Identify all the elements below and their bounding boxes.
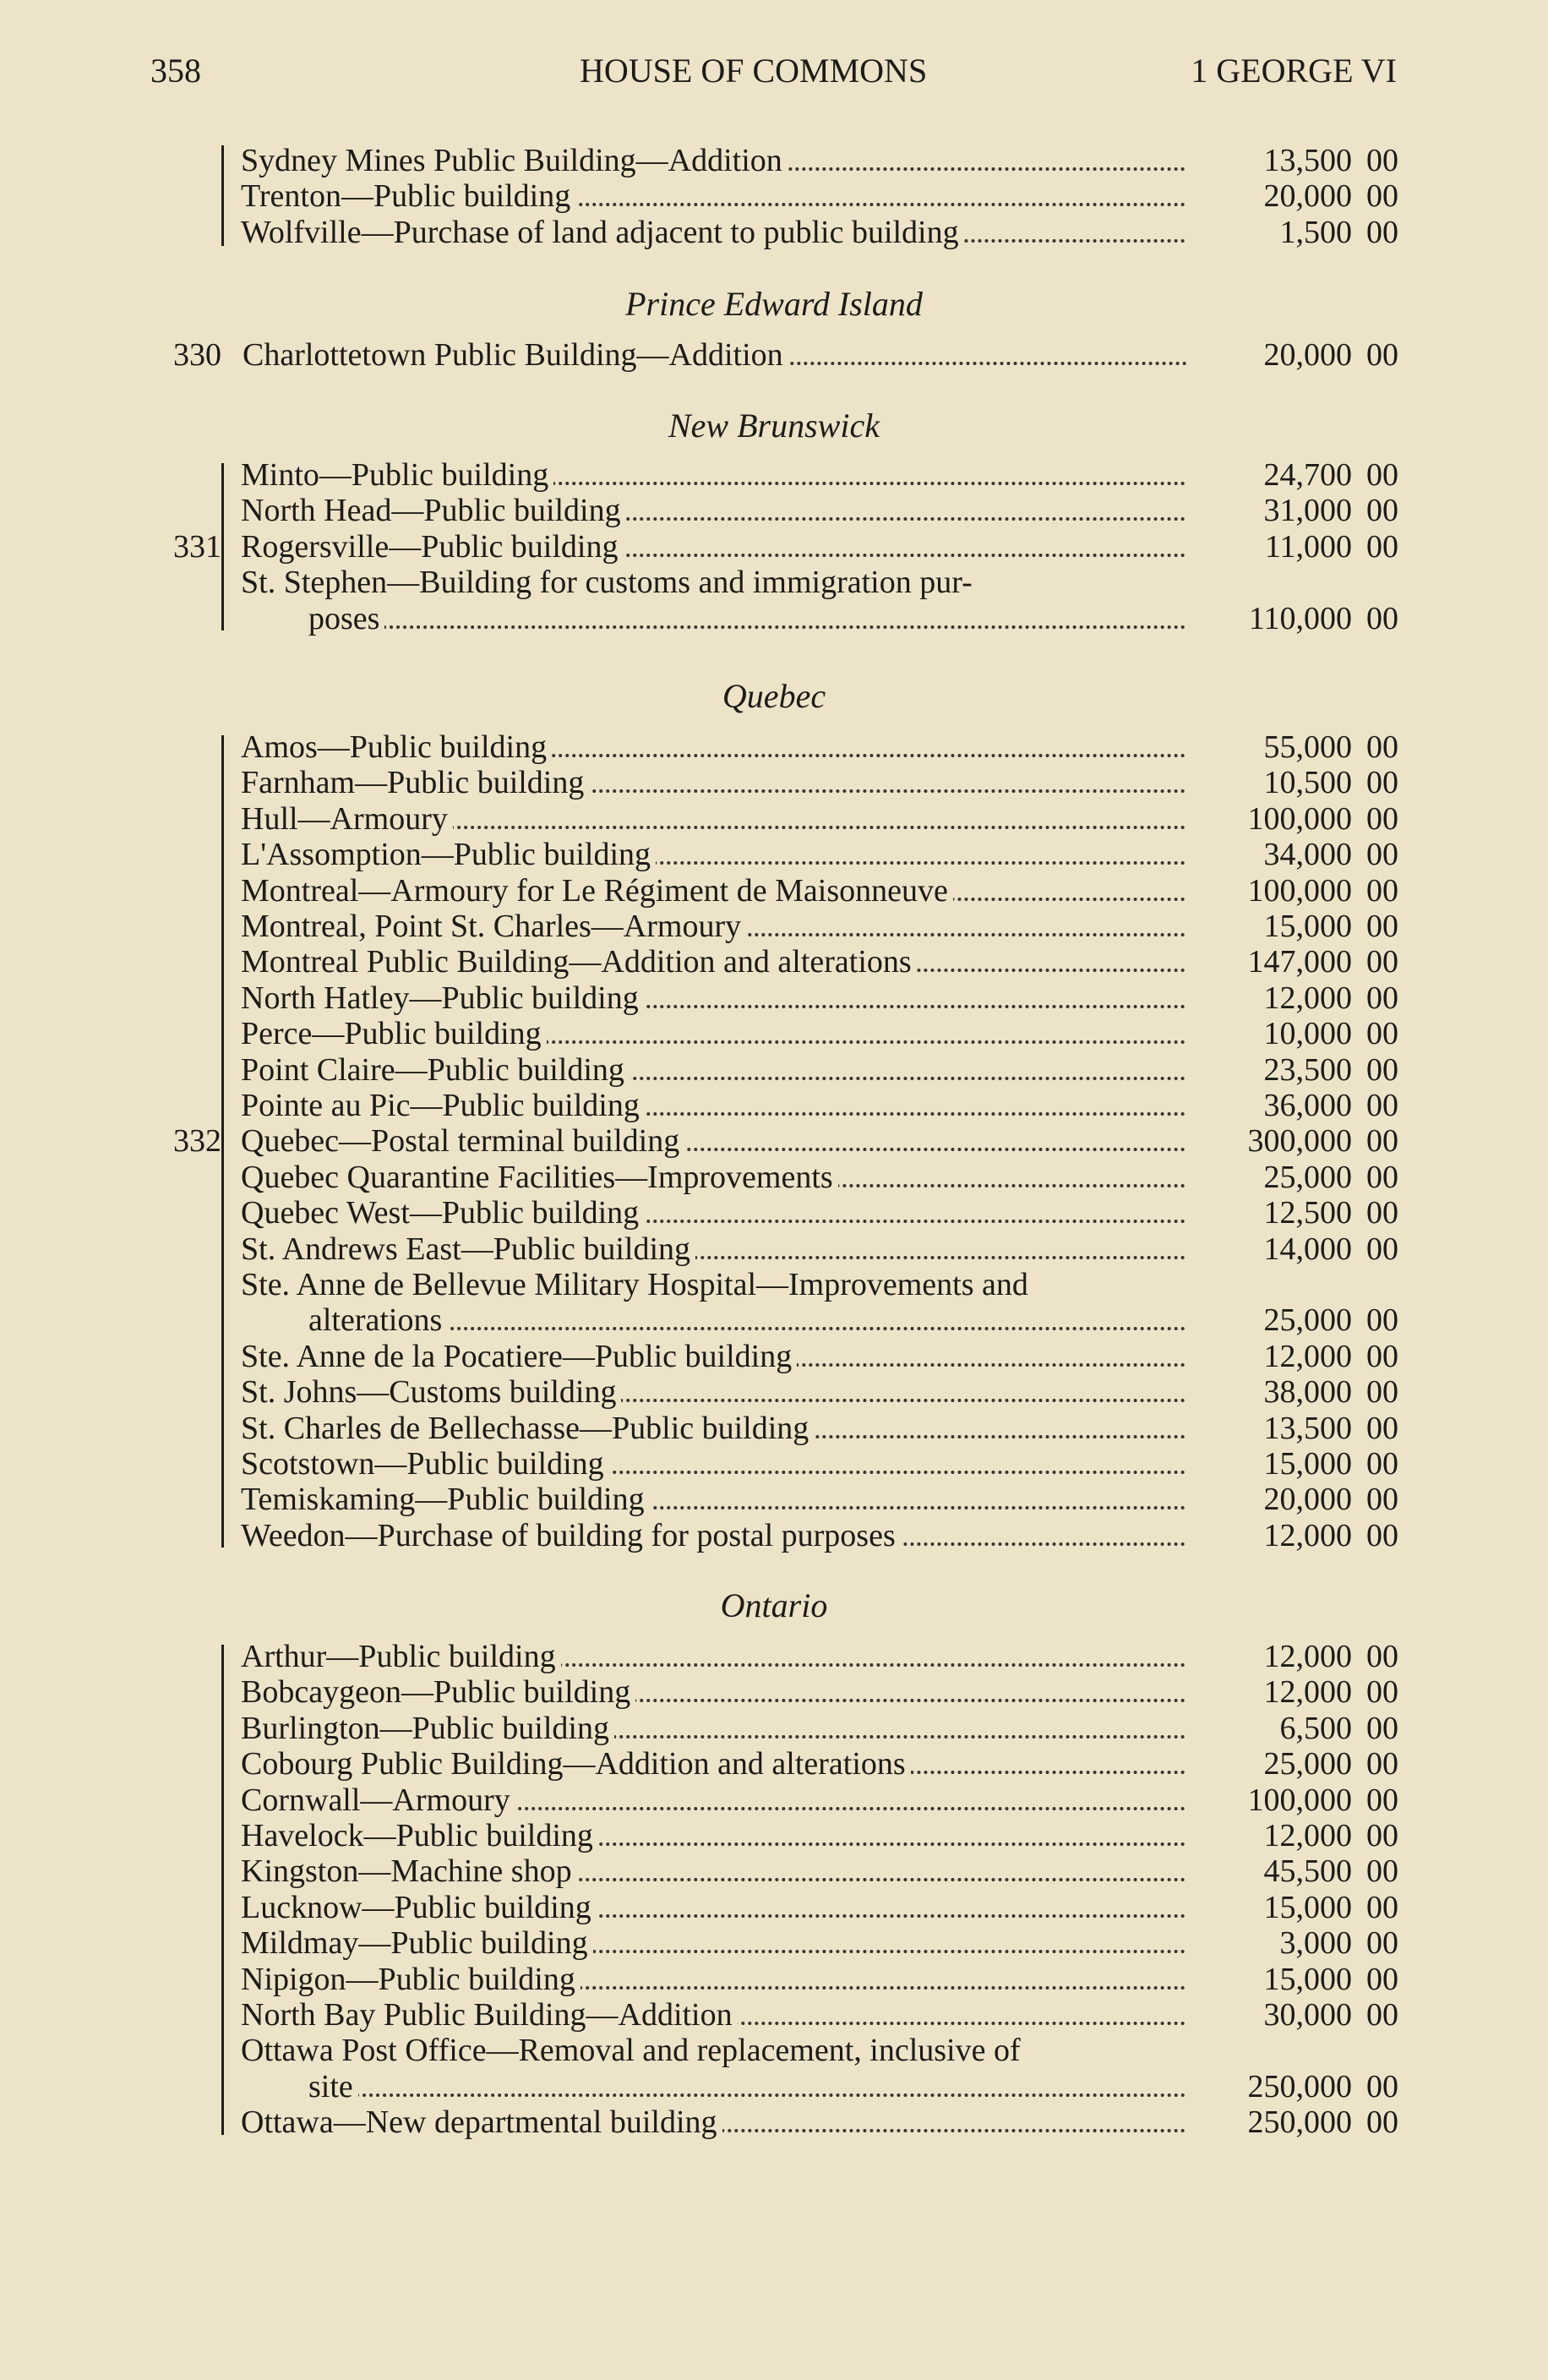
item-text: Havelock—Public building	[241, 1818, 598, 1853]
item-text: Ste. Anne de Bellevue Military Hospital—Improvements and	[241, 1267, 1028, 1302]
item-amount: 12,000	[1263, 1517, 1352, 1553]
item-label	[241, 1710, 1186, 1747]
item-label	[241, 1924, 1186, 1962]
item-amount: 14,000	[1263, 1231, 1352, 1267]
item-label	[241, 1231, 1186, 1268]
table-row	[0, 908, 1548, 943]
item-text: Weedon—Purchase of building for postal purposes	[241, 1518, 901, 1553]
item-cents: 00	[1366, 2104, 1398, 2141]
item-label	[241, 1445, 1186, 1482]
item-label	[241, 1889, 1186, 1926]
item-cents: 00	[1366, 1961, 1398, 1997]
item-label	[241, 528, 1186, 565]
item-amount: 23,500	[1263, 1051, 1352, 1088]
item-text: North Hatley—Public building	[241, 980, 644, 1016]
item-amount: 1,500	[1279, 214, 1352, 250]
table-row	[0, 1817, 1548, 1853]
item-label	[241, 1517, 1186, 1554]
item-text: poses	[308, 601, 384, 636]
item-label	[241, 1087, 1186, 1124]
item-label	[241, 564, 1186, 601]
item-amount: 31,000	[1263, 493, 1352, 529]
table-row	[0, 1745, 1548, 1781]
section-heading-ontario: Ontario	[720, 1586, 828, 1624]
table-row	[0, 1481, 1548, 1516]
item-label	[241, 908, 1186, 945]
item-cents: 00	[1366, 1088, 1398, 1123]
item-text: St. Johns—Customs building	[241, 1374, 621, 1410]
item-label	[241, 492, 1186, 529]
item-amount: 30,000	[1263, 1997, 1352, 2033]
item-cents: 00	[1366, 1853, 1398, 1890]
item-cents: 00	[1366, 143, 1398, 178]
item-amount: 100,000	[1247, 800, 1352, 837]
item-label	[241, 1194, 1186, 1231]
item-text: Perce—Public building	[241, 1016, 547, 1051]
item-cents: 00	[1366, 457, 1398, 493]
item-cents: 00	[1366, 214, 1398, 250]
table-row	[0, 729, 1548, 764]
item-label	[241, 2032, 1186, 2069]
item-cents: 00	[1366, 909, 1398, 944]
item-label	[241, 800, 1186, 838]
table-row	[0, 2032, 1548, 2067]
item-cents: 00	[1366, 493, 1398, 529]
table-row	[0, 980, 1548, 1015]
item-amount: 45,500	[1263, 1853, 1352, 1890]
table-row	[0, 1231, 1548, 1266]
item-label	[241, 1961, 1186, 1998]
item-cents: 00	[1366, 1517, 1398, 1553]
item-label	[241, 1122, 1186, 1160]
section-heading-pei: Prince Edward Island	[625, 285, 923, 323]
table-row	[0, 1266, 1548, 1302]
item-amount: 25,000	[1263, 1159, 1352, 1195]
table-row	[0, 1445, 1548, 1481]
item-amount: 20,000	[1263, 337, 1352, 373]
table-row	[0, 564, 1548, 599]
item-amount: 6,500	[1279, 1710, 1352, 1746]
item-cents: 00	[1366, 980, 1398, 1016]
item-cents: 00	[1366, 765, 1398, 801]
item-cents: 00	[1366, 1195, 1398, 1231]
table-row	[0, 214, 1548, 249]
item-text: Temiskaming—Public building	[241, 1482, 650, 1517]
item-cents: 00	[1366, 1925, 1398, 1962]
item-cents: 00	[1366, 600, 1398, 636]
item-cents: 00	[1366, 2068, 1398, 2104]
item-cents: 00	[1366, 1997, 1398, 2033]
item-cents: 00	[1366, 1123, 1398, 1160]
item-text: Pointe au Pic—Public building	[241, 1088, 645, 1123]
item-text: Farnham—Public building	[241, 765, 589, 800]
item-amount: 250,000	[1247, 2104, 1352, 2141]
table-row	[0, 1051, 1548, 1087]
item-amount: 36,000	[1263, 1088, 1352, 1123]
table-row	[0, 492, 1548, 527]
item-text: Scotstown—Public building	[241, 1446, 609, 1482]
item-text: Hull—Armoury	[241, 801, 453, 837]
table-row	[0, 1015, 1548, 1051]
item-label	[308, 600, 1186, 637]
item-label	[241, 1673, 1186, 1711]
item-amount: 34,000	[1263, 837, 1352, 873]
item-label	[241, 1051, 1186, 1089]
item-cents: 00	[1366, 1639, 1398, 1674]
table-row	[0, 1782, 1548, 1817]
table-row	[0, 1087, 1548, 1122]
item-label	[241, 1817, 1186, 1854]
table-row	[0, 336, 1548, 372]
item-amount: 55,000	[1263, 729, 1352, 765]
item-text: Wolfville—Purchase of land adjacent to public building	[241, 215, 964, 250]
table-row	[0, 764, 1548, 800]
item-text: St. Andrews East—Public building	[241, 1231, 695, 1267]
item-cents: 00	[1366, 178, 1398, 215]
item-label	[241, 456, 1186, 494]
item-label	[241, 214, 1186, 251]
item-text: Quebec West—Public building	[241, 1195, 644, 1231]
item-amount: 15,000	[1263, 909, 1352, 944]
table-row	[0, 1710, 1548, 1745]
item-label	[241, 1996, 1186, 2033]
item-text: Quebec Quarantine Facilities—Improvements	[241, 1160, 838, 1195]
item-amount: 110,000	[1248, 600, 1352, 636]
item-label	[241, 1015, 1186, 1052]
table-row	[0, 1159, 1548, 1194]
table-row	[0, 1889, 1548, 1924]
item-label	[243, 336, 1187, 374]
item-label	[308, 1302, 1186, 1339]
table-row	[0, 1673, 1548, 1709]
item-amount: 15,000	[1263, 1961, 1352, 1997]
item-text: Mildmay—Public building	[241, 1925, 593, 1961]
item-cents: 00	[1366, 528, 1398, 565]
table-row	[0, 1122, 1548, 1158]
table-row	[0, 1373, 1548, 1409]
leader-dots	[308, 2093, 1186, 2097]
item-text: Point Claire—Public building	[241, 1052, 630, 1088]
item-label	[241, 1159, 1186, 1196]
item-amount: 38,000	[1263, 1374, 1352, 1411]
table-row	[0, 1924, 1548, 1960]
item-text: North Bay Public Building—Addition	[241, 1997, 738, 2033]
table-row	[0, 1338, 1548, 1373]
item-label	[241, 1853, 1186, 1890]
item-amount: 15,000	[1263, 1446, 1352, 1482]
item-text: Amos—Public building	[241, 729, 552, 765]
item-amount: 12,000	[1263, 980, 1352, 1016]
item-label	[241, 1481, 1186, 1518]
section-heading-quebec: Quebec	[722, 677, 826, 715]
table-row	[0, 1638, 1548, 1673]
item-cents: 00	[1366, 729, 1398, 765]
item-label	[308, 2068, 1186, 2105]
item-amount: 12,000	[1263, 1639, 1352, 1674]
table-row	[0, 872, 1548, 908]
table-row	[0, 1194, 1548, 1230]
running-title: HOUSE OF COMMONS	[580, 52, 928, 90]
table-row	[0, 1961, 1548, 1996]
vote-number: 332	[173, 1123, 221, 1160]
item-label	[241, 1638, 1186, 1675]
vote-number: 331	[173, 528, 221, 565]
regnal-year: 1 GEORGE VI	[1191, 52, 1397, 90]
item-label	[241, 177, 1186, 215]
item-label	[241, 1338, 1186, 1375]
item-text: Montreal—Armoury for Le Régiment de Maisonneuve	[241, 873, 953, 909]
brace-ontario	[221, 1645, 224, 2135]
item-amount: 3,000	[1279, 1925, 1352, 1962]
item-amount: 13,500	[1263, 143, 1352, 178]
item-amount: 11,000	[1264, 528, 1352, 565]
item-cents: 00	[1366, 800, 1398, 837]
item-text: Minto—Public building	[241, 457, 553, 493]
item-text: Lucknow—Public building	[241, 1890, 597, 1925]
item-amount: 20,000	[1263, 178, 1352, 215]
item-label	[241, 872, 1186, 909]
item-cents: 00	[1366, 872, 1398, 909]
item-cents: 00	[1366, 1302, 1398, 1339]
item-text: Trenton—Public building	[241, 178, 575, 214]
item-label	[241, 1410, 1186, 1447]
item-text: St. Charles de Bellechasse—Public building	[241, 1411, 814, 1446]
item-amount: 12,500	[1263, 1195, 1352, 1231]
item-amount: 100,000	[1247, 872, 1352, 909]
item-label	[241, 836, 1186, 873]
item-cents: 00	[1366, 1482, 1398, 1518]
item-cents: 00	[1366, 1818, 1398, 1853]
item-cents: 00	[1366, 837, 1398, 873]
table-row	[0, 456, 1548, 492]
brace-new-brunswick	[221, 463, 224, 630]
item-cents: 00	[1366, 944, 1398, 980]
item-label	[241, 1745, 1186, 1782]
item-amount: 100,000	[1247, 1782, 1352, 1818]
brace-top-items	[221, 145, 224, 246]
item-label	[241, 943, 1186, 980]
brace-quebec	[221, 735, 224, 1548]
item-text: Arthur—Public building	[241, 1639, 561, 1674]
item-text: Charlottetown Public Building—Addition	[243, 337, 788, 373]
item-text: Ste. Anne de la Pocatiere—Public building	[241, 1339, 797, 1374]
table-row	[0, 600, 1548, 636]
vote-number: 330	[173, 337, 221, 373]
item-label	[241, 980, 1186, 1017]
item-text: Cobourg Public Building—Addition and alterations	[241, 1746, 911, 1782]
item-text: Nipigon—Public building	[241, 1962, 580, 1997]
table-row	[0, 142, 1548, 177]
item-label	[241, 1266, 1186, 1303]
item-text: North Head—Public building	[241, 493, 626, 528]
item-label	[241, 764, 1186, 801]
item-amount: 12,000	[1263, 1338, 1352, 1374]
item-cents: 00	[1366, 1231, 1398, 1267]
item-text: Kingston—Machine shop	[241, 1853, 577, 1889]
item-amount: 250,000	[1247, 2068, 1352, 2104]
item-cents: 00	[1366, 1446, 1398, 1482]
item-text: alterations	[308, 1302, 447, 1338]
item-text: site	[308, 2069, 358, 2104]
item-amount: 13,500	[1263, 1410, 1352, 1446]
page-header	[150, 51, 1397, 93]
item-cents: 00	[1366, 1746, 1398, 1782]
item-text: Quebec—Postal terminal building	[241, 1123, 684, 1159]
item-amount: 20,000	[1263, 1482, 1352, 1518]
item-cents: 00	[1366, 1889, 1398, 1925]
item-cents: 00	[1366, 1410, 1398, 1446]
item-text: Cornwall—Armoury	[241, 1782, 515, 1818]
table-row	[0, 943, 1548, 979]
item-amount: 15,000	[1263, 1889, 1352, 1925]
item-text: Burlington—Public building	[241, 1711, 614, 1746]
table-row	[0, 1302, 1548, 1337]
table-row	[0, 528, 1548, 564]
item-cents: 00	[1366, 1159, 1398, 1195]
item-text: St. Stephen—Building for customs and immigration pur-	[241, 565, 973, 601]
item-cents: 00	[1366, 1710, 1398, 1746]
item-text: Ottawa Post Office—Removal and replacement, inclusive of	[241, 2033, 1021, 2069]
item-label	[241, 1782, 1186, 1819]
item-amount: 10,000	[1263, 1016, 1352, 1052]
item-amount: 12,000	[1263, 1674, 1352, 1711]
item-text: Bobcaygeon—Public building	[241, 1674, 635, 1710]
item-amount: 12,000	[1263, 1818, 1352, 1853]
page-number: 358	[150, 52, 201, 90]
item-cents: 00	[1366, 1674, 1398, 1711]
item-label	[241, 142, 1186, 179]
item-amount: 300,000	[1247, 1123, 1352, 1160]
item-cents: 00	[1366, 1338, 1398, 1374]
item-text: L'Assomption—Public building	[241, 837, 656, 872]
item-text: Montreal, Point St. Charles—Armoury	[241, 909, 746, 944]
item-text: Montreal Public Building—Addition and alterations	[241, 944, 917, 980]
table-row	[0, 1853, 1548, 1888]
table-row	[0, 1996, 1548, 2032]
item-text: Ottawa—New departmental building	[241, 2104, 722, 2140]
table-row	[0, 1517, 1548, 1553]
item-cents: 00	[1366, 1051, 1398, 1088]
item-label	[241, 1373, 1186, 1411]
section-heading-new-brunswick: New Brunswick	[668, 407, 880, 445]
item-text: Sydney Mines Public Building—Addition	[241, 143, 788, 178]
table-row	[0, 2068, 1548, 2104]
item-text: Rogersville—Public building	[241, 529, 623, 565]
item-amount: 25,000	[1263, 1746, 1352, 1782]
item-cents: 00	[1366, 337, 1398, 373]
item-amount: 10,500	[1263, 765, 1352, 801]
item-cents: 00	[1366, 1782, 1398, 1818]
item-amount: 24,700	[1263, 457, 1352, 493]
table-row	[0, 1410, 1548, 1445]
table-row	[0, 2104, 1548, 2139]
item-label	[241, 729, 1186, 766]
table-row	[0, 800, 1548, 836]
item-amount: 147,000	[1247, 944, 1352, 980]
leader-dots	[308, 625, 1186, 629]
table-row	[0, 177, 1548, 213]
item-cents: 00	[1366, 1016, 1398, 1052]
item-label	[241, 2104, 1186, 2141]
table-row	[0, 836, 1548, 871]
item-cents: 00	[1366, 1374, 1398, 1411]
item-amount: 25,000	[1263, 1302, 1352, 1339]
